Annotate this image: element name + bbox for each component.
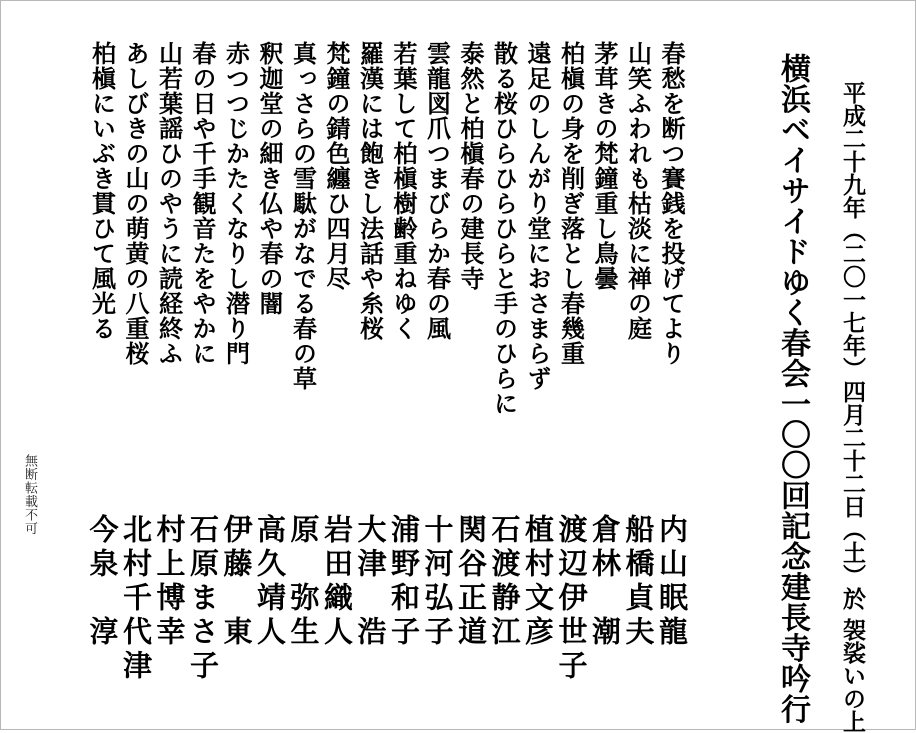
page-title: 横浜ベイサイドゆく春会一〇〇回記念建長寺吟行 bbox=[775, 53, 810, 724]
event-venue: 於 袈裟いの上 bbox=[839, 587, 866, 733]
event-date-line bbox=[841, 81, 864, 733]
haiku-line: 春愁を断つ賽銭を投げてより bbox=[657, 41, 686, 366]
haiku-line: 茅茸きの梵鐘重し鳥曇 bbox=[590, 41, 619, 291]
haiku-author: 石渡静江 bbox=[487, 514, 522, 650]
haiku-author: 岩田織人 bbox=[320, 514, 354, 650]
haiku-line: 釈迦堂の細き仏や春の闇 bbox=[255, 41, 284, 316]
haiku-line: 春の日や千手観音たをやかに bbox=[188, 41, 217, 366]
haiku-author: 浦野和子 bbox=[387, 514, 421, 650]
event-date: 平成二十九年（二〇一七年）四月二十二日（土） bbox=[839, 81, 866, 587]
haiku-line: 遠足のしんがり堂におさまらず bbox=[523, 41, 552, 391]
no-reprint-notice: 無断転載不可 bbox=[22, 454, 37, 535]
haiku-line: 散る桜ひらひらひらと手のひらに bbox=[489, 41, 519, 416]
haiku-author: 関谷正道 bbox=[454, 514, 488, 650]
haiku-author: 村上博幸 bbox=[152, 514, 187, 650]
haiku-author: 内山眠龍 bbox=[655, 514, 689, 650]
haiku-line: 山若葉謡ひのやうに読経終ふ bbox=[154, 41, 184, 366]
haiku-author: 石原まさ子 bbox=[186, 514, 220, 684]
haiku-line: 柏槇にいぶき貫ひて風光る bbox=[87, 41, 117, 341]
haiku-line: 泰然と柏槇春の建長寺 bbox=[456, 41, 485, 291]
haiku-line: 雲龍図爪つまびらか春の風 bbox=[422, 41, 452, 341]
haiku-author: 伊藤 東 bbox=[219, 514, 254, 650]
haiku-line: 梵鐘の錆色纏ひ四月尽 bbox=[322, 41, 351, 291]
haiku-author: 高久靖人 bbox=[253, 514, 287, 650]
haiku-author: 倉林 潮 bbox=[588, 514, 622, 650]
haiku-author: 今泉 淳 bbox=[85, 514, 120, 650]
haiku-line: 羅漢には飽きし法話や糸桜 bbox=[355, 41, 385, 341]
haiku-line: 若葉して柏槇樹齢重ねゆく bbox=[389, 41, 418, 341]
haiku-line: 山笑ふわれも枯淡に禅の庭 bbox=[623, 41, 653, 341]
haiku-author: 北村千代津 bbox=[119, 514, 153, 684]
haiku-line: 赤つつじかたくなりし潜り門 bbox=[221, 41, 251, 366]
haiku-author: 十河弘子 bbox=[420, 514, 455, 650]
haiku-author: 渡辺伊世子 bbox=[554, 514, 589, 684]
haiku-author: 植村文彦 bbox=[521, 514, 555, 650]
haiku-author: 船橋貞夫 bbox=[621, 514, 656, 650]
haiku-line: あしびきの山の萌黄の八重桜 bbox=[121, 41, 150, 366]
haiku-author: 大津 浩 bbox=[353, 514, 388, 650]
haiku-line: 柏槇の身を削ぎ落とし春幾重 bbox=[556, 41, 586, 366]
haiku-line: 真っさらの雪駄がなでる春の草 bbox=[288, 41, 318, 391]
haiku-author: 原 弥生 bbox=[286, 514, 321, 650]
